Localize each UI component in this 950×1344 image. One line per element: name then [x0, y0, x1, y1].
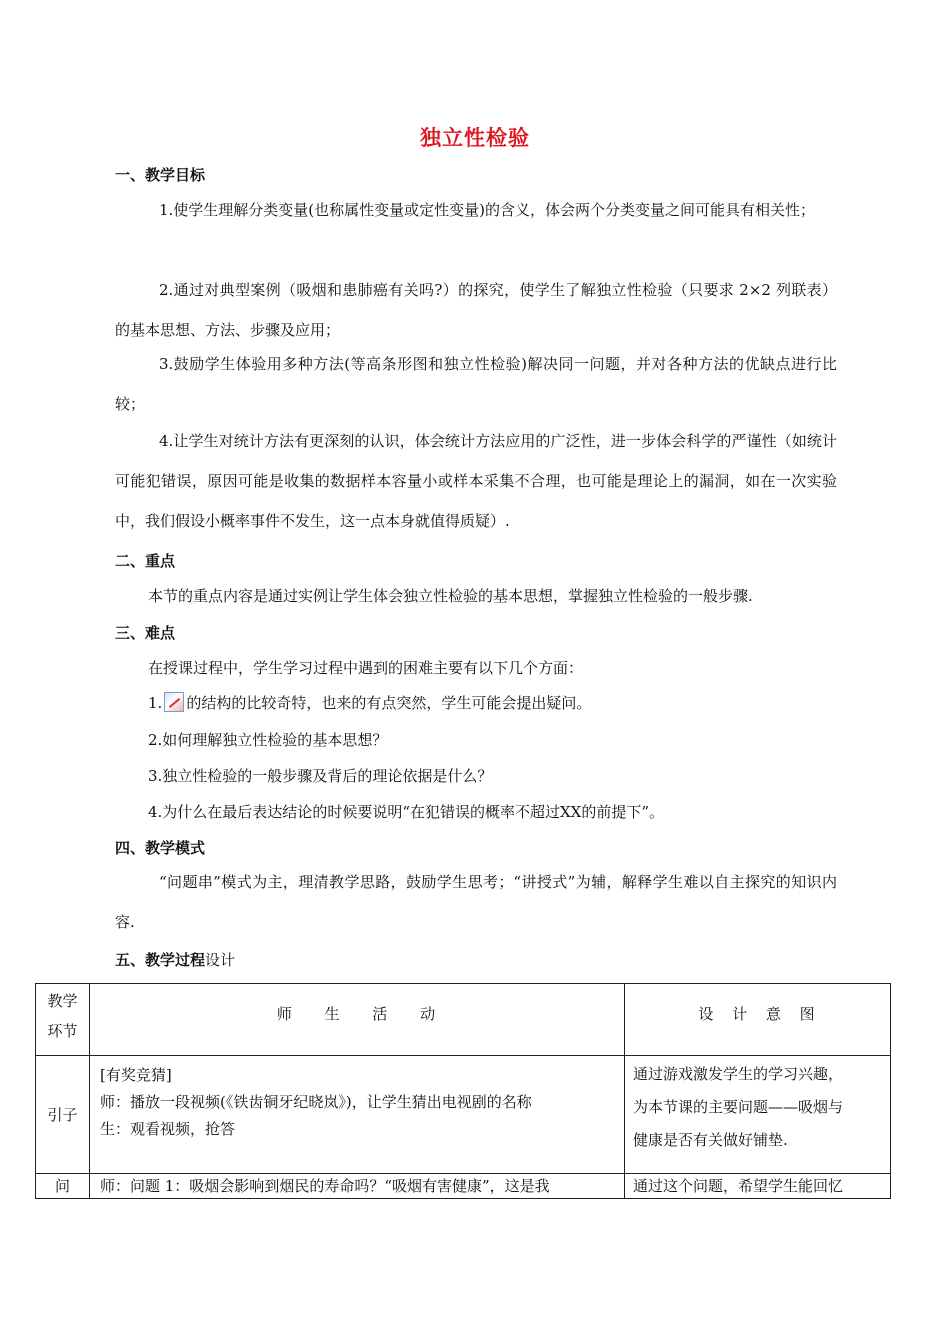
header-design-intent-text: 设 计 意 图: [698, 1005, 817, 1023]
goal-2: 2.通过对典型案例（吸烟和患肺癌有关吗?）的探究，使学生了解独立性检验（只要求 2×2 列联表）的基本思想、方法、步骤及应用；: [115, 281, 837, 339]
row1-activity-line3: 生：观看视频，抢答: [100, 1120, 236, 1138]
heading-difficulties: 三、难点: [115, 624, 176, 642]
goal-1: 1.使学生理解分类变量(也称属性变量或定性变量)的含义，体会两个分类变量之间可能具有相关性；: [159, 201, 816, 219]
difficulty-2: 2.如何理解独立性检验的基本思想？: [148, 731, 388, 749]
difficulty-1-number: 1.: [148, 694, 163, 712]
row2-activities: 师：问题 1：吸烟会影响到烟民的寿命吗？“吸烟有害健康”，这是我: [90, 1174, 625, 1199]
formula-image-icon: [164, 692, 184, 712]
header-stage-line2: 环节: [47, 1022, 78, 1040]
row2-stage: 问: [36, 1174, 90, 1199]
header-stage: [36, 984, 90, 1056]
header-activities-text: 师 生 活 动: [276, 1005, 438, 1023]
teaching-process-table: [35, 983, 891, 1199]
row1-intent-line3: 健康是否有关做好铺垫.: [633, 1131, 788, 1149]
document-title: 独立性检验: [420, 126, 530, 150]
table-row: [36, 1174, 891, 1199]
difficulty-3: 3.独立性检验的一般步骤及背后的理论依据是什么？: [148, 767, 493, 785]
heading-teaching-process: [115, 949, 235, 970]
difficulty-4: 4.为什么在最后表达结论的时候要说明“在犯错误的概率不超过XX的前提下”。: [148, 803, 665, 821]
heading-teaching-goals: 一、教学目标: [115, 166, 206, 184]
header-stage-line1: 教学: [47, 992, 78, 1010]
row2-intent: 通过这个问题，希望学生能回忆: [625, 1174, 891, 1199]
header-activities: [90, 984, 625, 1056]
difficulty-1-text: 的结构的比较奇特，也来的有点突然，学生可能会提出疑问。: [186, 694, 592, 712]
row1-intent-line2: 为本节课的主要问题——吸烟与: [633, 1098, 844, 1116]
difficulties-intro: 在授课过程中，学生学习过程中遇到的困难主要有以下几个方面：: [148, 659, 584, 677]
heading-teaching-mode: 四、教学模式: [115, 839, 206, 857]
heading-key-points: 二、重点: [115, 552, 176, 570]
row1-activity-line1: [有奖竞猜]: [100, 1066, 172, 1084]
table-row: [36, 1056, 891, 1174]
key-points-text: 本节的重点内容是通过实例让学生体会独立性检验的基本思想，掌握独立性检验的一般步骤.: [148, 587, 753, 605]
difficulty-1: [148, 692, 591, 713]
table-header-row: [36, 984, 891, 1056]
row1-stage: 引子: [36, 1056, 90, 1174]
row1-intent-line1: 通过游戏激发学生的学习兴趣，: [633, 1065, 844, 1083]
heading-teaching-process-bold: 五、教学过程: [115, 951, 206, 969]
goal-3: 3.鼓励学生体验用多种方法(等高条形图和独立性检验)解决同一问题，并对各种方法的优缺点进行比较；: [115, 355, 837, 413]
teaching-mode-text: “问题串”模式为主，理清教学思路，鼓励学生思考；“讲授式”为辅，解释学生难以自主探究的知识内容.: [115, 873, 837, 931]
goal-4: 4.让学生对统计方法有更深刻的认识，体会统计方法应用的广泛性，进一步体会科学的严谨性（如统计可能犯错误，原因可能是收集的数据样本容量小或样本采集不合理，也可能是理论上的漏洞，如在一次实验中，我们假设小概率事件不发生，这一点本身就值得质疑）.: [115, 432, 837, 530]
header-design-intent: [625, 984, 891, 1056]
row1-intent: [625, 1056, 891, 1174]
heading-teaching-process-normal: 设计: [205, 951, 236, 969]
row1-activity-line2: 师：播放一段视频(《铁齿铜牙纪晓岚》)，让学生猜出电视剧的名称: [100, 1093, 532, 1111]
row1-activities: [90, 1056, 625, 1174]
